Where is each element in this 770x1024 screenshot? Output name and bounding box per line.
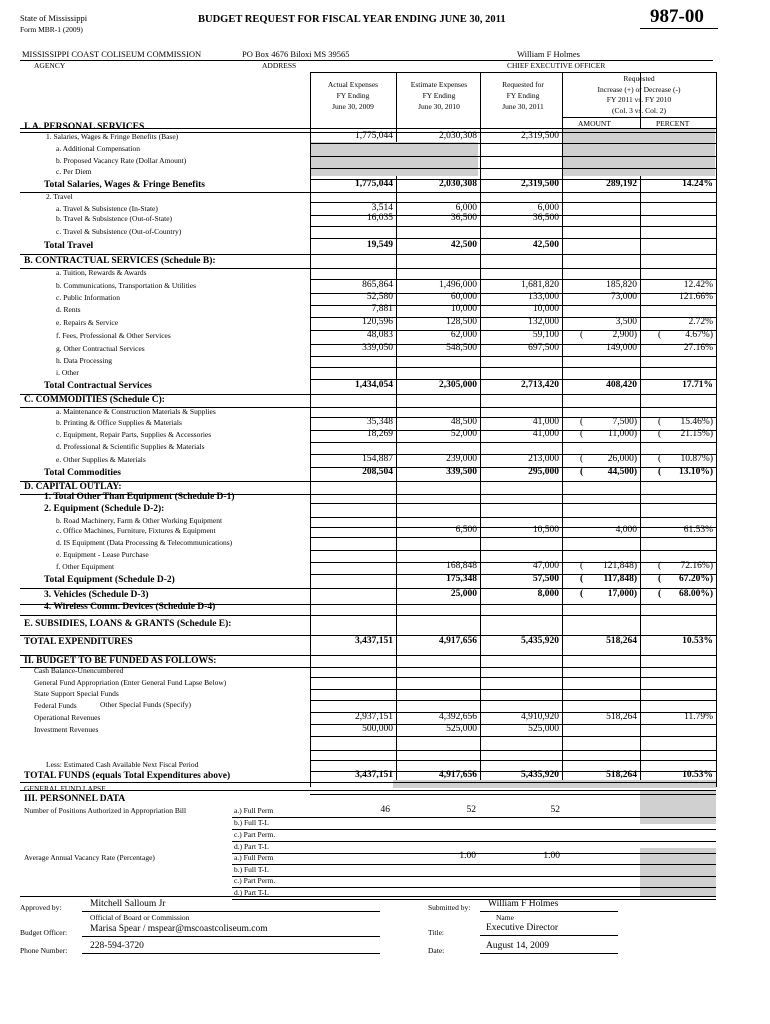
row-label: f. Fees, Professional & Other Services — [56, 331, 171, 340]
cell-amount: 73,000 — [610, 292, 637, 302]
cell-actual: 19,549 — [366, 240, 393, 250]
row-label: c. Per Diem — [56, 167, 92, 176]
cell-estimate: 1,496,000 — [439, 280, 477, 290]
cell-actual: 18,269 — [366, 429, 393, 439]
cell-amount: 7,500) — [612, 417, 637, 427]
cell-requested: 697,500 — [528, 343, 559, 353]
cell-requested: 10,000 — [532, 304, 559, 314]
agency-address: PO Box 4676 Biloxi MS 39565 — [242, 49, 350, 59]
ceo-caption: CHIEF EXECUTIVE OFFICER — [507, 61, 606, 70]
neg-paren: ( — [580, 467, 584, 477]
row-label: TOTAL FUNDS (equals Total Expenditures above) — [24, 771, 231, 781]
personnel-subrow: a.) Full Perm — [234, 853, 274, 862]
cell-estimate: 525,000 — [446, 724, 477, 734]
cell-estimate: 2,030,308 — [439, 179, 477, 189]
row-label: II. BUDGET TO BE FUNDED AS FOLLOWS: — [24, 656, 217, 666]
cell-estimate: 48,500 — [450, 417, 477, 427]
row-label: b. Travel & Subsistence (Out-of-State) — [56, 214, 173, 223]
row-label: Total Commodities — [44, 468, 121, 478]
cell-percent: 68.00%) — [678, 589, 713, 599]
agency-caption: AGENCY — [34, 61, 66, 70]
cell-amount: 3,500 — [615, 317, 637, 327]
cell-requested: 41,000 — [532, 417, 559, 427]
row-label: f. Other Equipment — [56, 562, 115, 571]
neg-paren: ( — [658, 561, 662, 571]
row-label: d. IS Equipment (Data Processing & Telecommunications) — [56, 538, 233, 547]
cell-estimate: 4,917,656 — [439, 770, 477, 780]
cell-percent: 12.42% — [683, 280, 713, 290]
phone-label: Phone Number: — [20, 946, 68, 955]
personnel-subrow: a.) Full Perm — [234, 806, 274, 815]
row-label: 1. Total Other Than Equipment (Schedule D-1) — [44, 492, 235, 502]
address-caption: ADDRESS — [262, 61, 297, 70]
cell-actual: 339,050 — [362, 343, 393, 353]
row-label: c. Office Machines, Furniture, Fixtures & Equipment — [56, 526, 216, 535]
cell-estimate: 128,500 — [446, 317, 477, 327]
cell-estimate: 4,392,656 — [439, 712, 477, 722]
cell-percent: 67.20%) — [678, 574, 713, 584]
positions-actual: 46 — [380, 805, 390, 815]
cell-requested: 8,000 — [537, 589, 559, 599]
cell-requested: 1,681,820 — [521, 280, 559, 290]
cell-requested: 10,500 — [532, 525, 559, 535]
cell-estimate: 10,000 — [450, 304, 477, 314]
cell-actual: 154,887 — [362, 454, 393, 464]
row-label: b. Road Machinery, Farm & Other Working Equipment — [56, 516, 223, 525]
row-label: a. Additional Compensation — [56, 144, 140, 153]
cell-estimate: 2,030,308 — [439, 131, 477, 141]
document-title: BUDGET REQUEST FOR FISCAL YEAR ENDING JUNE 30, 2011 — [198, 14, 506, 25]
cell-amount: 117,848) — [603, 574, 637, 584]
neg-paren: ( — [580, 589, 584, 599]
positions-estimate: 52 — [466, 805, 476, 815]
cell-amount: 149,000 — [606, 343, 637, 353]
cell-actual: 2,937,151 — [355, 712, 393, 722]
approved-label: Approved by: — [20, 903, 62, 912]
row-label: c. Equipment, Repair Parts, Supplies & Accessories — [56, 430, 212, 439]
submitted-sub: Name — [496, 913, 514, 922]
personnel-subrow: b.) Full T-L — [234, 865, 269, 874]
personnel-subrow: c.) Part Perm. — [234, 876, 276, 885]
cell-estimate: 36,500 — [450, 213, 477, 223]
cell-percent: 121.66% — [678, 292, 713, 302]
cell-amount: 17,000) — [607, 589, 637, 599]
cell-amount: 518,264 — [606, 770, 637, 780]
approved-sub: Official of Board or Commission — [90, 913, 190, 922]
approved-value: Mitchell Salloum Jr — [90, 899, 166, 909]
cell-amount: 185,820 — [606, 280, 637, 290]
row-label: E. SUBSIDIES, LOANS & GRANTS (Schedule E): — [24, 619, 232, 629]
cell-requested: 5,435,920 — [521, 770, 559, 780]
cell-estimate: 60,000 — [450, 292, 477, 302]
cell-percent: 72.16%) — [680, 561, 713, 571]
cell-requested: 4,910,920 — [521, 712, 559, 722]
neg-paren: ( — [580, 574, 584, 584]
budget-officer-value: Marisa Spear / mspear@mscoastcoliseum.com — [90, 924, 268, 934]
cell-percent: 14.24% — [682, 179, 713, 189]
agency-name: MISSISSIPPI COAST COLISEUM COMMISSION — [22, 49, 202, 59]
positions-requested: 52 — [550, 805, 560, 815]
cell-estimate: 239,000 — [446, 454, 477, 464]
row-label: C. COMMODITIES (Schedule C): — [24, 395, 165, 405]
cell-percent: 15.46%) — [680, 417, 713, 427]
form-number: Form MBR-1 (2009) — [20, 25, 83, 34]
row-label: 2. Travel — [46, 192, 73, 201]
col-header-percent: PERCENT — [656, 119, 690, 128]
cell-estimate: 175,348 — [446, 574, 477, 584]
cell-requested: 132,000 — [528, 317, 559, 327]
cell-requested: 295,000 — [528, 467, 559, 477]
cell-amount: 44,500) — [607, 467, 637, 477]
row-label: GENERAL FUND LAPSE — [24, 784, 106, 793]
cell-requested: 57,500 — [532, 574, 559, 584]
cell-actual: 3,437,151 — [355, 770, 393, 780]
col-header-estimate: Estimate Expenses FY Ending June 30, 2010 — [410, 80, 468, 111]
cell-amount: 2,900) — [612, 330, 637, 340]
cell-actual: 16,035 — [366, 213, 393, 223]
row-label: a. Travel & Subsistence (In-State) — [56, 204, 158, 213]
vacancy-requested: 1.00 — [543, 851, 560, 861]
cell-actual: 52,580 — [366, 292, 393, 302]
cell-actual: 35,348 — [366, 417, 393, 427]
row-label: Total Contractual Services — [44, 381, 152, 391]
title-label: Title: — [428, 928, 444, 937]
col-header-actual: Actual Expenses FY Ending June 30, 2009 — [327, 80, 379, 111]
cell-estimate: 6,500 — [455, 525, 477, 535]
row-label: h. Data Processing — [56, 356, 113, 365]
cell-actual: 48,083 — [366, 330, 393, 340]
cell-requested: 133,000 — [528, 292, 559, 302]
row-label: g. Other Contractual Services — [56, 344, 145, 353]
cell-percent: 61.53% — [683, 525, 713, 535]
row-label: d. Professional & Scientific Supplies & Materials — [56, 442, 205, 451]
neg-paren: ( — [658, 429, 662, 439]
cell-estimate: 62,000 — [450, 330, 477, 340]
other-special-funds-label: Other Special Funds (Specify) — [100, 700, 192, 709]
neg-paren: ( — [580, 454, 584, 464]
cell-actual: 1,775,044 — [355, 131, 393, 141]
cell-amount: 11,000) — [608, 429, 637, 439]
cell-estimate: 548,500 — [446, 343, 477, 353]
row-label: a. Tuition, Rewards & Awards — [56, 268, 147, 277]
row-label: Total Equipment (Schedule D-2) — [44, 575, 175, 585]
cell-amount: 518,264 — [606, 636, 637, 646]
row-label: TOTAL EXPENDITURES — [24, 637, 133, 647]
date-label: Date: — [428, 946, 445, 955]
row-label: B. CONTRACTUAL SERVICES (Schedule B): — [24, 256, 216, 266]
cell-estimate: 6,000 — [455, 203, 477, 213]
personnel-subrow: d.) Part T-L — [234, 842, 269, 851]
row-label: c. Travel & Subsistence (Out-of-Country) — [56, 227, 182, 236]
row-label: Less: Estimated Cash Available Next Fiscal Period — [46, 760, 199, 769]
cell-requested: 47,000 — [532, 561, 559, 571]
row-label: 2. Equipment (Schedule D-2): — [44, 504, 165, 514]
cell-actual: 208,504 — [362, 467, 393, 477]
row-label: e. Other Supplies & Materials — [56, 455, 146, 464]
cell-percent: 13.10%) — [678, 467, 713, 477]
cell-estimate: 339,500 — [446, 467, 477, 477]
cell-actual: 1,775,044 — [355, 179, 393, 189]
cell-requested: 6,000 — [537, 203, 559, 213]
neg-paren: ( — [580, 330, 584, 340]
neg-paren: ( — [658, 417, 662, 427]
col-header-requested: Requested for FY Ending June 30, 2011 — [502, 80, 544, 111]
cell-requested: 5,435,920 — [521, 636, 559, 646]
cell-requested: 42,500 — [532, 240, 559, 250]
cell-estimate: 25,000 — [450, 589, 477, 599]
cell-percent: 17.71% — [682, 380, 713, 390]
cell-requested: 2,713,420 — [521, 380, 559, 390]
cell-requested: 59,100 — [532, 330, 559, 340]
positions-label: Number of Positions Authorized in Appropriation Bill — [24, 806, 187, 815]
col-header-change: Requested Increase (+) or Decrease (-) FY 2011 vs. FY 2010 (Col. 3 vs. Col. 2) — [597, 74, 681, 115]
neg-paren: ( — [658, 574, 662, 584]
neg-paren: ( — [658, 467, 662, 477]
personnel-subrow: d.) Part T-L — [234, 888, 269, 897]
cell-requested: 36,500 — [532, 213, 559, 223]
row-label: e. Repairs & Service — [56, 318, 119, 327]
ceo-name: William F Holmes — [517, 49, 580, 59]
cell-actual: 120,596 — [362, 317, 393, 327]
row-label: I. A. PERSONAL SERVICES — [24, 122, 145, 132]
cell-estimate: 42,500 — [450, 240, 477, 250]
neg-paren: ( — [658, 589, 662, 599]
neg-paren: ( — [580, 417, 584, 427]
row-label: General Fund Appropriation (Enter General Fund Lapse Below) — [34, 678, 227, 687]
neg-paren: ( — [580, 429, 584, 439]
submitted-label: Submitted by: — [428, 903, 471, 912]
cell-amount: 518,264 — [606, 712, 637, 722]
neg-paren: ( — [658, 454, 662, 464]
col-header-amount: AMOUNT — [578, 119, 611, 128]
row-label: Cash Balance-Unencumbered — [34, 666, 124, 675]
row-label: 1. Salaries, Wages & Fringe Benefits (Base) — [46, 132, 179, 141]
state-label: State of Mississippi — [20, 13, 88, 23]
cell-amount: 289,192 — [606, 179, 637, 189]
cell-requested: 41,000 — [532, 429, 559, 439]
row-label: b. Proposed Vacancy Rate (Dollar Amount) — [56, 156, 187, 165]
cell-amount: 121,848) — [602, 561, 637, 571]
cell-percent: 4.67%) — [685, 330, 713, 340]
cell-percent: 10.53% — [682, 770, 713, 780]
row-label: 4. Wireless Comm. Devices (Schedule D-4) — [44, 602, 216, 612]
cell-actual: 3,437,151 — [355, 636, 393, 646]
cell-amount: 408,420 — [606, 380, 637, 390]
cell-percent: 11.79% — [684, 712, 713, 722]
row-label: Total Travel — [44, 241, 94, 251]
cell-requested: 2,319,500 — [521, 179, 559, 189]
row-label: i. Other — [56, 368, 79, 377]
cell-percent: 10.87%) — [680, 454, 713, 464]
cell-amount: 26,000) — [607, 454, 637, 464]
cell-estimate: 168,848 — [446, 561, 477, 571]
cell-estimate: 52,000 — [450, 429, 477, 439]
title-value: Executive Director — [486, 923, 559, 933]
row-label: b. Communications, Transportation & Utilities — [56, 281, 197, 290]
row-label: Total Salaries, Wages & Fringe Benefits — [44, 180, 205, 190]
cell-actual: 7,881 — [371, 304, 393, 314]
vacancy-label: Average Annual Vacancy Rate (Percentage) — [24, 853, 155, 862]
cell-estimate: 2,305,000 — [439, 380, 477, 390]
cell-amount: 4,000 — [615, 525, 637, 535]
personnel-title: III. PERSONNEL DATA — [24, 794, 126, 804]
row-label: Investment Revenues — [34, 725, 99, 734]
cell-percent: 21.15%) — [680, 429, 713, 439]
row-label: Federal Funds — [34, 701, 77, 710]
cell-actual: 865,864 — [362, 280, 393, 290]
cell-actual: 500,000 — [362, 724, 393, 734]
row-label: 3. Vehicles (Schedule D-3) — [44, 590, 149, 600]
cell-requested: 213,000 — [528, 454, 559, 464]
neg-paren: ( — [580, 561, 584, 571]
budget-officer-label: Budget Officer: — [20, 928, 68, 937]
cell-actual: 3,514 — [371, 203, 393, 213]
phone-value: 228-594-3720 — [90, 941, 144, 951]
cell-percent: 10.53% — [682, 636, 713, 646]
cell-percent: 2.72% — [688, 317, 713, 327]
cell-actual: 1,434,054 — [355, 380, 393, 390]
row-label: d. Rents — [56, 305, 81, 314]
row-label: State Support Special Funds — [34, 689, 119, 698]
agency-code: 987-00 — [650, 6, 704, 27]
date-value: August 14, 2009 — [486, 941, 550, 951]
cell-requested: 2,319,500 — [521, 131, 559, 141]
vacancy-estimate: 1.00 — [459, 851, 476, 861]
row-label: b. Printing & Office Supplies & Materials — [56, 418, 182, 427]
personnel-subrow: b.) Full T-L — [234, 818, 269, 827]
row-label: e. Equipment - Lease Purchase — [56, 550, 149, 559]
row-label: Operational Revenues — [34, 713, 101, 722]
personnel-subrow: c.) Part Perm. — [234, 830, 276, 839]
cell-percent: 27.16% — [683, 343, 713, 353]
neg-paren: ( — [658, 330, 662, 340]
row-label: c. Public Information — [56, 293, 120, 302]
cell-estimate: 4,917,656 — [439, 636, 477, 646]
submitted-value: William F Holmes — [488, 899, 559, 909]
row-label: a. Maintenance & Construction Materials & Supplies — [56, 407, 216, 416]
cell-requested: 525,000 — [528, 724, 559, 734]
row-label: D. CAPITAL OUTLAY: — [24, 482, 122, 492]
